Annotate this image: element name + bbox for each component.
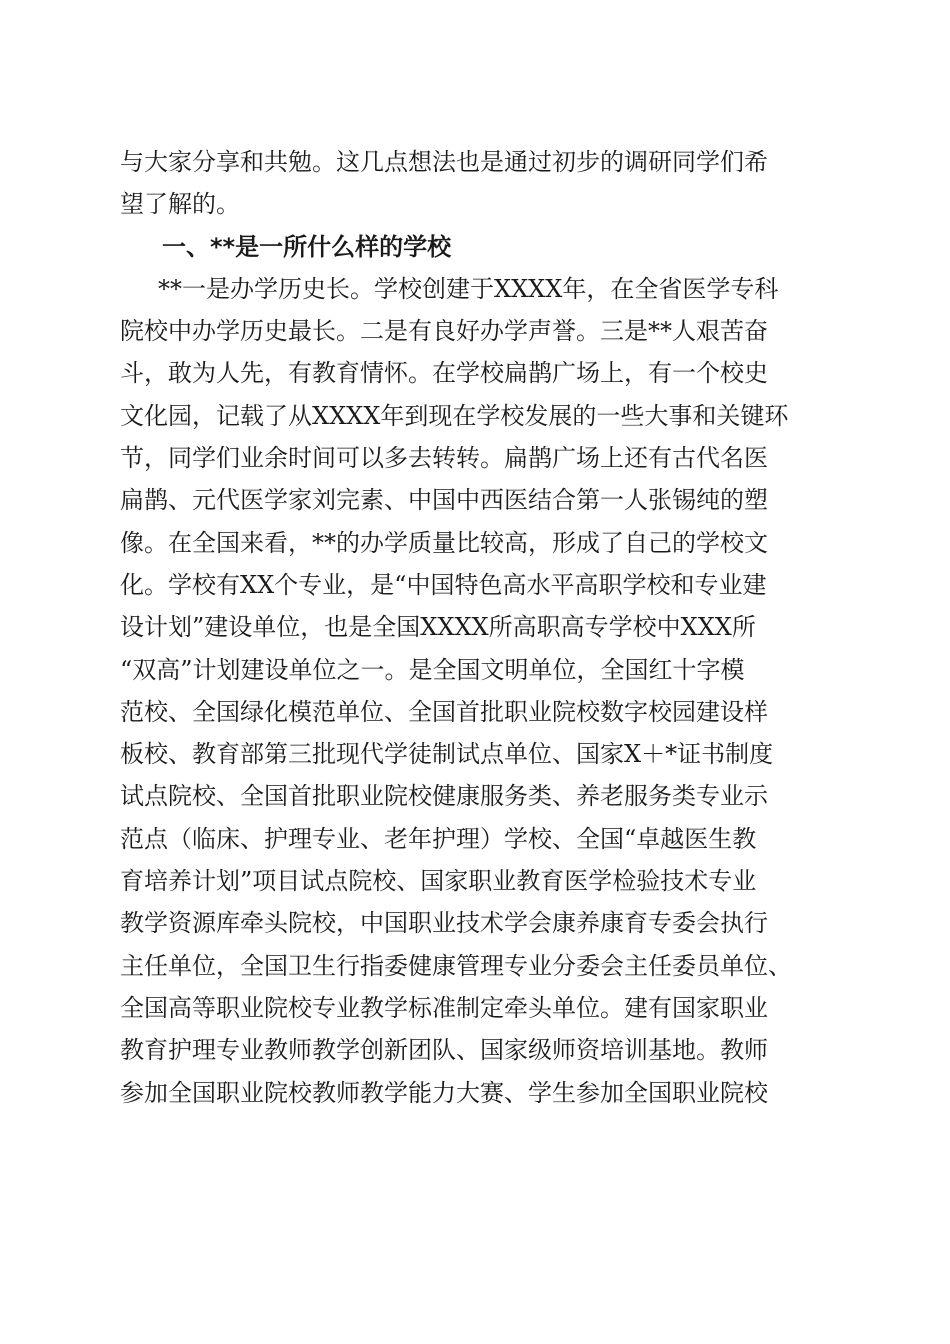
text-line: 主任单位，全国卫生行指委健康管理专业分委会主任委员单位、 [120, 951, 792, 980]
text-line: 试点院校、全国首批职业院校健康服务类、养老服务类专业示 [120, 782, 768, 811]
text-line: 节，同学们业余时间可以多去转转。扁鹊广场上还有古代名医 [120, 444, 768, 473]
text-line: 斗，敢为人先，有教育情怀。在学校扁鹊广场上，有一个校史 [120, 359, 768, 388]
text-line: 与大家分享和共勉。这几点想法也是通过初步的调研同学们希 [120, 148, 768, 176]
text-line: 设计划”建设单位，也是全国XXXX所高职高专学校中XXX所 [120, 613, 756, 642]
text-line: 范点（临床、护理专业、老年护理）学校、全国“卓越医生教 [120, 824, 757, 853]
text-line: 范校、全国绿化模范单位、全国首批职业院校数字校园建设样 [120, 697, 768, 726]
text-line: 文化园，记载了从XXXX年到现在学校发展的一些大事和关键环 [120, 401, 789, 430]
paragraph-first-line: **一是办学历史长。学校创建于XXXX年，在全省医学专科 [158, 274, 779, 303]
text-line: 全国高等职业院校专业教学标准制定牵头单位。建有国家职业 [120, 993, 768, 1022]
document-body [120, 141, 830, 1114]
text-line: 教育护理专业教师教学创新团队、国家级师资培训基地。教师 [120, 1036, 768, 1065]
text-line: 望了解的。 [120, 190, 240, 219]
text-line: 像。在全国来看，**的办学质量比较高，形成了自己的学校文 [120, 528, 768, 557]
text-line: 育培养计划”项目试点院校、国家职业教育医学检验技术专业 [120, 867, 757, 896]
text-line: “双高”计划建设单位之一。是全国文明单位，全国红十字模 [120, 655, 745, 684]
text-line: 板校、教育部第三批现代学徒制试点单位、国家X＋*证书制度 [120, 740, 774, 769]
text-line: 扁鹊、元代医学家刘完素、中国中西医结合第一人张锡纯的塑 [120, 486, 768, 515]
text-line: 参加全国职业院校教师教学能力大赛、学生参加全国职业院校 [120, 1078, 768, 1107]
text-line: 院校中办学历史最长。二是有良好办学声誉。三是**人艰苦奋 [120, 317, 768, 346]
text-line: 教学资源库牵头院校，中国职业技术学会康养康育专委会执行 [120, 909, 768, 938]
text-line: 化。学校有XX个专业，是“中国特色高水平高职学校和专业建 [120, 570, 767, 599]
section-heading: 一、**是一所什么样的学校 [162, 232, 452, 261]
